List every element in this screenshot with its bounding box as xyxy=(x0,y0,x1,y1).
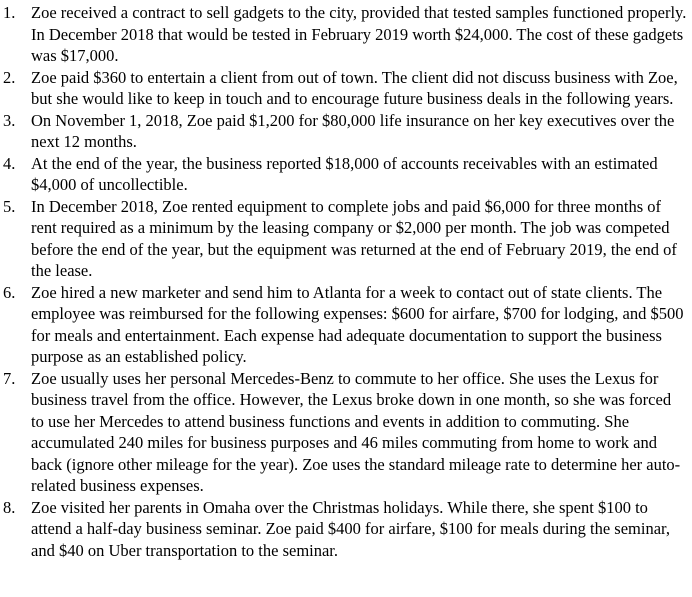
list-item-2 xyxy=(0,67,688,110)
item-number: 2. xyxy=(3,67,16,87)
item-number: 1. xyxy=(3,3,16,22)
item-text: Zoe paid $360 to entertain a client from out of town. The client did not discuss business with Zoe, but she would like to keep in touch and to encourage future business deals in the following years. xyxy=(31,67,678,108)
list-item-7 xyxy=(0,368,688,497)
list-item-4 xyxy=(0,153,688,196)
item-text: At the end of the year, the business reported $18,000 of accounts receivables with an estimated $4,000 of uncollectible. xyxy=(31,153,658,194)
item-text: Zoe usually uses her personal Mercedes-Benz to commute to her office. She uses the Lexus for business travel from the office. However, the Lexus broke down in one month, so she was forced to use her Mercedes to attend business functions and events in addition to commuting. She accumulated 240 miles for business purposes and 46 miles commuting from home to work and back (ignore other mileage for the year). Zoe uses the standard mileage rate to determine her auto-related business expenses. xyxy=(31,368,681,495)
list-item-3 xyxy=(0,110,688,153)
item-text: Zoe hired a new marketer and send him to Atlanta for a week to contact out of state clients. The employee was reimbursed for the following expenses: $600 for airfare, $700 for lodging, and $500 for meals and entertainment. Each expense had adequate documentation to support the business purpose as an established policy. xyxy=(31,282,684,366)
item-number: 3. xyxy=(3,110,16,130)
item-number: 5. xyxy=(3,196,16,216)
item-text: On November 1, 2018, Zoe paid $1,200 for $80,000 life insurance on her key executives over the next 12 months. xyxy=(31,110,675,151)
list-item-8 xyxy=(0,497,688,562)
item-text: In December 2018, Zoe rented equipment to complete jobs and paid $6,000 for three months of rent required as a minimum by the leasing company or $2,000 per month. The job was competed before the end of the year, but the equipment was returned at the end of February 2019, the end of the lease. xyxy=(31,196,677,280)
item-number: 6. xyxy=(3,282,16,302)
item-number: 7. xyxy=(3,368,16,388)
item-number: 4. xyxy=(3,153,16,173)
numbered-list xyxy=(0,2,688,561)
item-number: 8. xyxy=(3,497,16,517)
list-item-1 xyxy=(0,2,688,67)
list-item-6 xyxy=(0,282,688,368)
item-text: Zoe received a contract to sell gadgets to the city, provided that tested samples functioned properly. In December 2018 that would be tested in February 2019 worth $24,000. The cost of these gadgets was $17,000. xyxy=(31,3,687,65)
item-text: Zoe visited her parents in Omaha over the Christmas holidays. While there, she spent $100 to attend a half-day business seminar. Zoe paid $400 for airfare, $100 for meals during the seminar, and $40 on Uber transportation to the seminar. xyxy=(31,497,670,560)
list-item-5 xyxy=(0,196,688,282)
